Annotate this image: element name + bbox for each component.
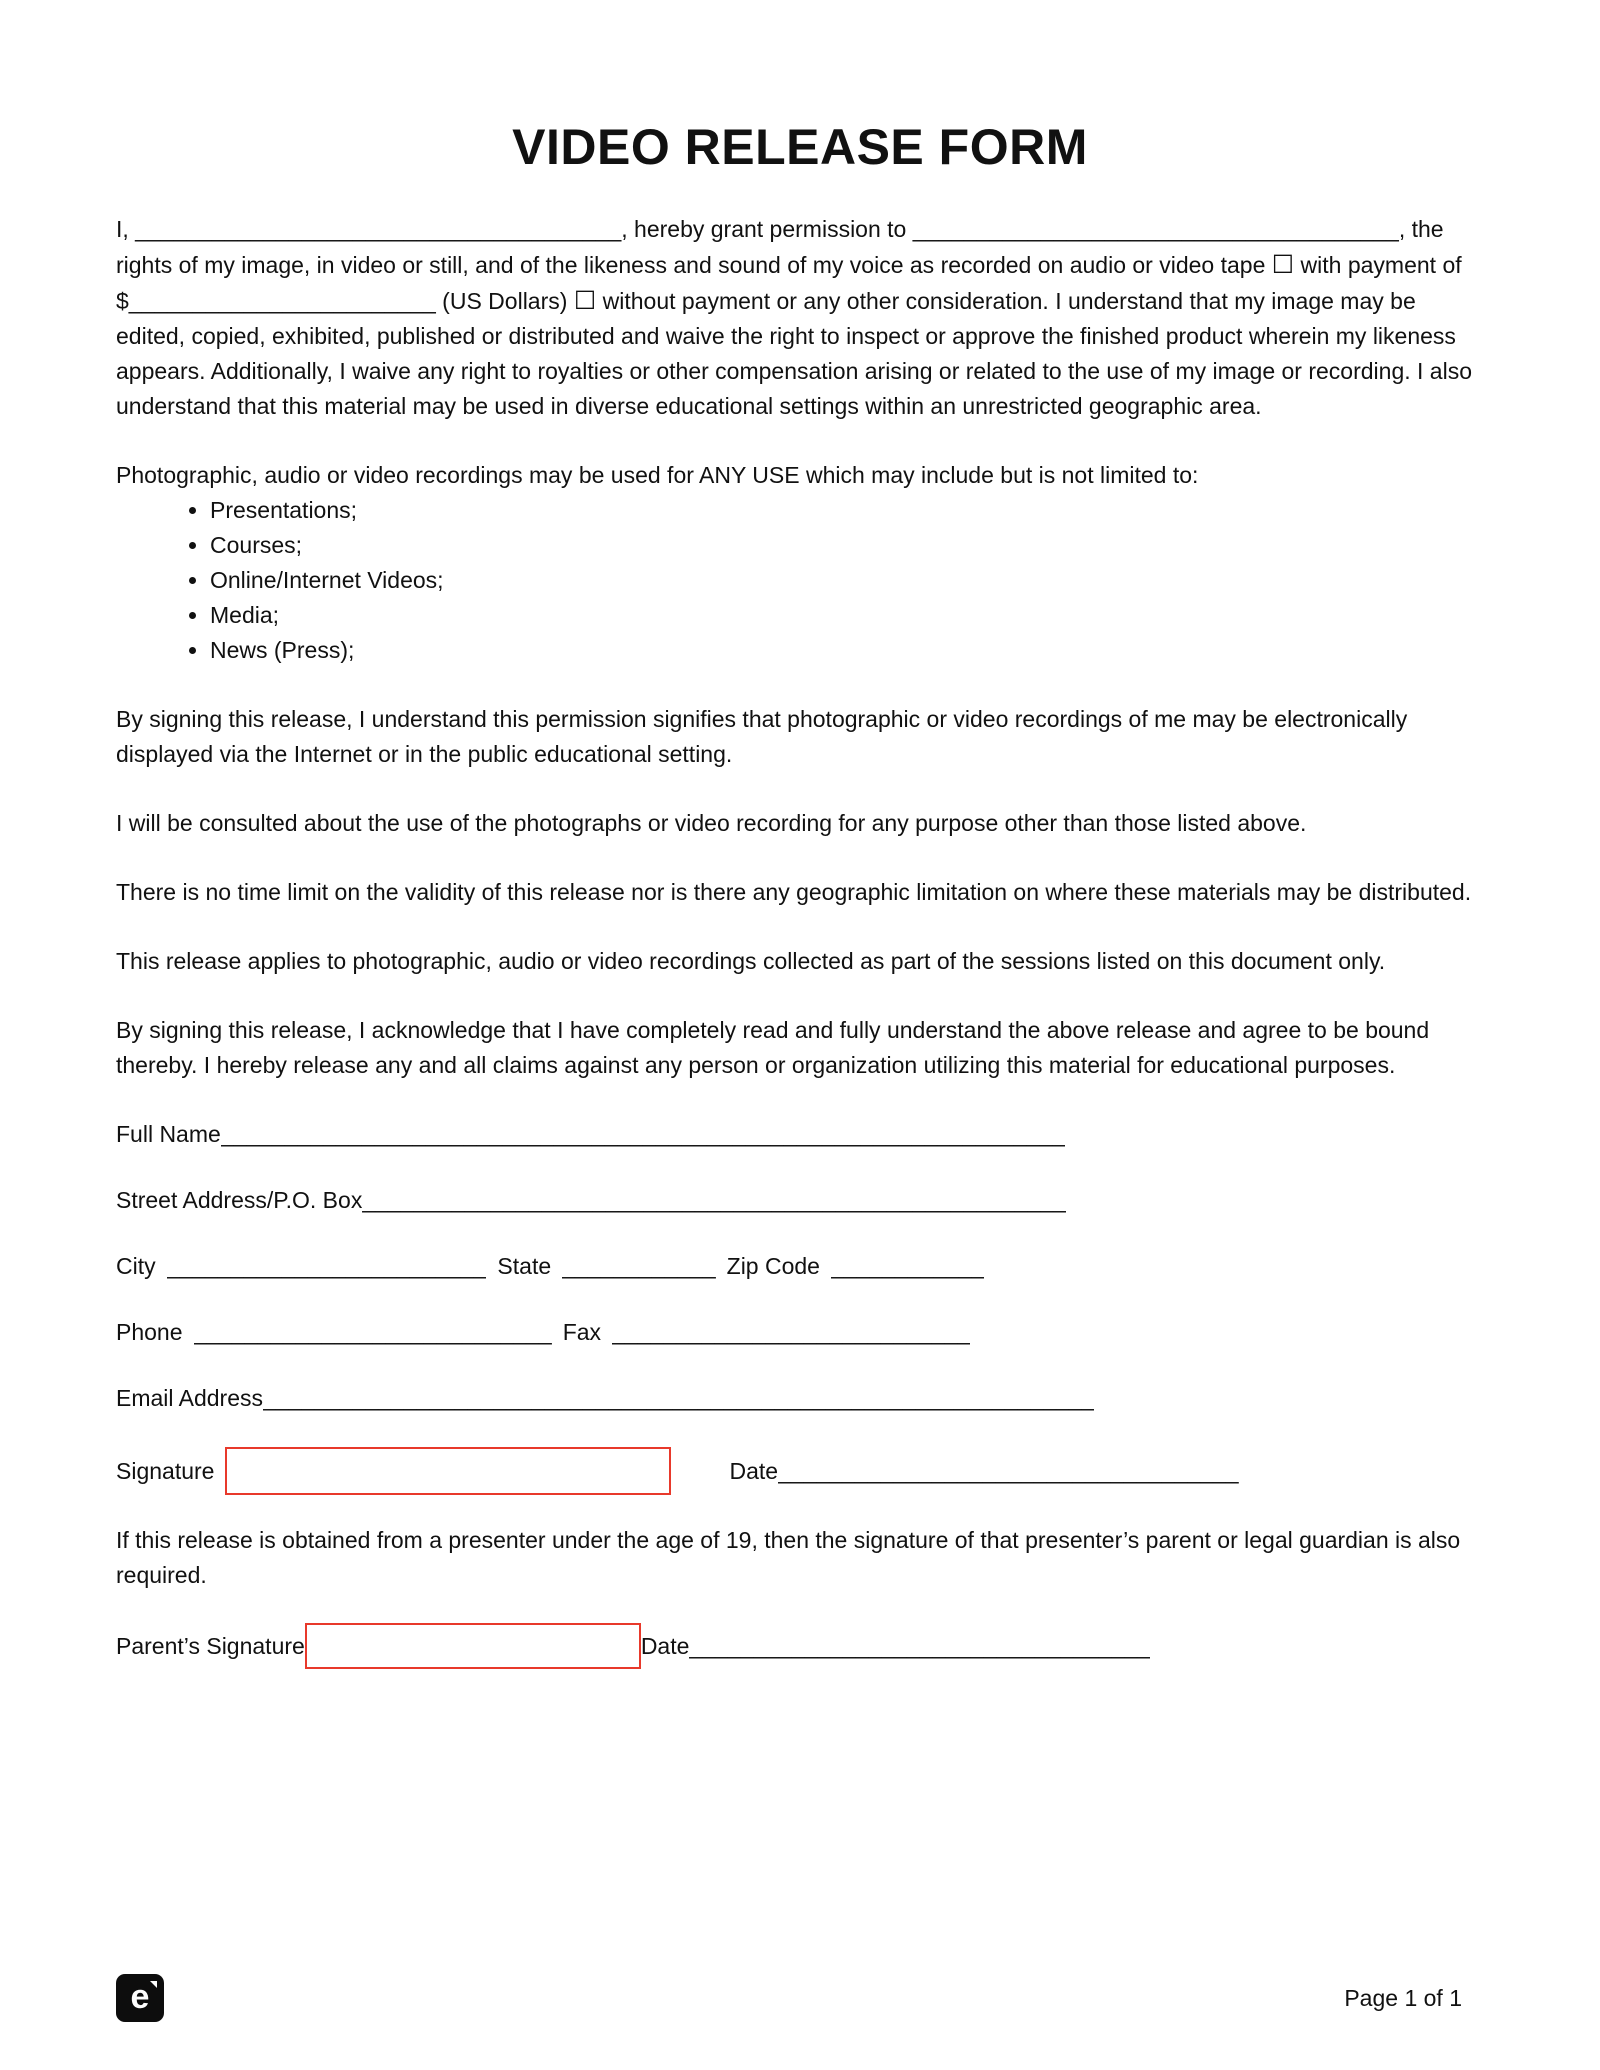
payment-amount-blank: ________________________	[128, 288, 436, 314]
full-name-row	[116, 1117, 1484, 1152]
without-payment-checkbox[interactable]: ☐	[573, 286, 597, 315]
parent-signature-row	[116, 1623, 1484, 1669]
page-number: Page 1 of 1	[1344, 1985, 1462, 2011]
intro-text-3: , the rights of my image, in video or still, and of the likeness and sound of my voice as recorded on audio or video tape	[116, 216, 1444, 278]
applies-paragraph: This release applies to photographic, audio or video recordings collected as part of the sessions listed on this document only.	[116, 948, 1386, 974]
page-title: VIDEO RELEASE FORM	[512, 119, 1088, 175]
intro-text-1: I,	[116, 216, 136, 242]
intro-paragraph	[116, 212, 1484, 424]
full-name-line: __________________________________________________________________	[220, 1121, 1066, 1147]
phone-line: ____________________________	[193, 1319, 552, 1345]
usage-item-courses: • Courses;	[210, 528, 1484, 563]
full-name-label: Full Name	[116, 1121, 221, 1147]
email-label: Email Address	[116, 1385, 264, 1411]
phone-label: Phone	[116, 1319, 183, 1345]
state-line: ____________	[562, 1253, 716, 1279]
fax-line: ____________________________	[612, 1319, 971, 1345]
street-address-label: Street Address/P.O. Box	[116, 1187, 363, 1213]
no-time-limit-paragraph: There is no time limit on the validity of this release nor is there any geographic limitation on where these materials may be distributed.	[116, 879, 1472, 905]
street-address-line: _______________________________________________________	[362, 1187, 1066, 1213]
city-state-zip-row	[116, 1249, 1484, 1284]
fax-label: Fax	[562, 1319, 602, 1345]
acknowledge-paragraph: By signing this release, I acknowledge that I have completely read and fully understand the above release and agree to be bound thereby. I hereby release any and all claims against any person or organization utilizing this material for educational purposes.	[116, 1017, 1430, 1078]
email-line: _________________________________________________________________	[263, 1385, 1095, 1411]
with-payment-checkbox[interactable]: ☐	[1271, 250, 1295, 279]
intro-text-4: with payment of $	[116, 252, 1462, 314]
state-label: State	[497, 1253, 552, 1279]
parent-date-label: Date	[640, 1632, 690, 1659]
usage-lead-paragraph: Photographic, audio or video recordings may be used for ANY USE which may include but is not limited to:	[116, 462, 1199, 488]
intro-text-6: without payment or any other consideration. I understand that my image may be edited, copied, exhibited, published or distributed and waive the right to inspect or approve the finished product wherein my likeness appears. Additionally, I waive any right to royalties or other compensation arising or related to the use of my image or recording. I also understand that this material may be used in diverse educational settings within an unrestricted geographic area.	[116, 288, 1473, 419]
city-line: _________________________	[166, 1253, 487, 1279]
grantee-name-blank: ______________________________________	[912, 216, 1399, 242]
usage-item-media: • Media;	[210, 598, 1484, 633]
intro-text-5: (US Dollars)	[435, 288, 574, 314]
usage-item-presentations: • Presentations;	[210, 493, 1484, 528]
signature-label: Signature	[116, 1457, 215, 1484]
signature-date-label: Date	[729, 1457, 779, 1484]
grantor-name-blank: ______________________________________	[135, 216, 622, 242]
city-label: City	[116, 1253, 156, 1279]
email-row	[116, 1381, 1484, 1416]
signature-row	[116, 1447, 1484, 1495]
parent-signature-label: Parent’s Signature	[116, 1632, 305, 1659]
consulted-paragraph: I will be consulted about the use of the photographs or video recording for any purpose other than those listed above.	[116, 810, 1307, 836]
usage-item-news-press: • News (Press);	[210, 633, 1484, 668]
parent-signature-field-box[interactable]	[305, 1623, 641, 1669]
signature-date-line: ____________________________________	[778, 1457, 1239, 1484]
zip-code-line: ____________	[830, 1253, 985, 1279]
intro-text-2: , hereby grant permission to	[621, 216, 913, 242]
usage-item-online-videos: • Online/Internet Videos;	[210, 563, 1484, 598]
signature-field-box[interactable]	[225, 1447, 671, 1495]
street-address-row	[116, 1183, 1484, 1218]
zip-code-label: Zip Code	[726, 1253, 820, 1279]
eforms-logo-letter: e	[130, 1978, 150, 2016]
usage-list	[116, 493, 1484, 668]
phone-fax-row	[116, 1315, 1484, 1350]
minor-note-paragraph: If this release is obtained from a presenter under the age of 19, then the signature of that presenter’s parent or legal guardian is also required.	[116, 1527, 1461, 1588]
parent-date-line: ____________________________________	[689, 1632, 1150, 1659]
signing-paragraph: By signing this release, I understand this permission signifies that photographic or video recordings of me may be electronically displayed via the Internet or in the public educational setting.	[116, 706, 1408, 767]
eforms-logo	[116, 1974, 164, 2022]
